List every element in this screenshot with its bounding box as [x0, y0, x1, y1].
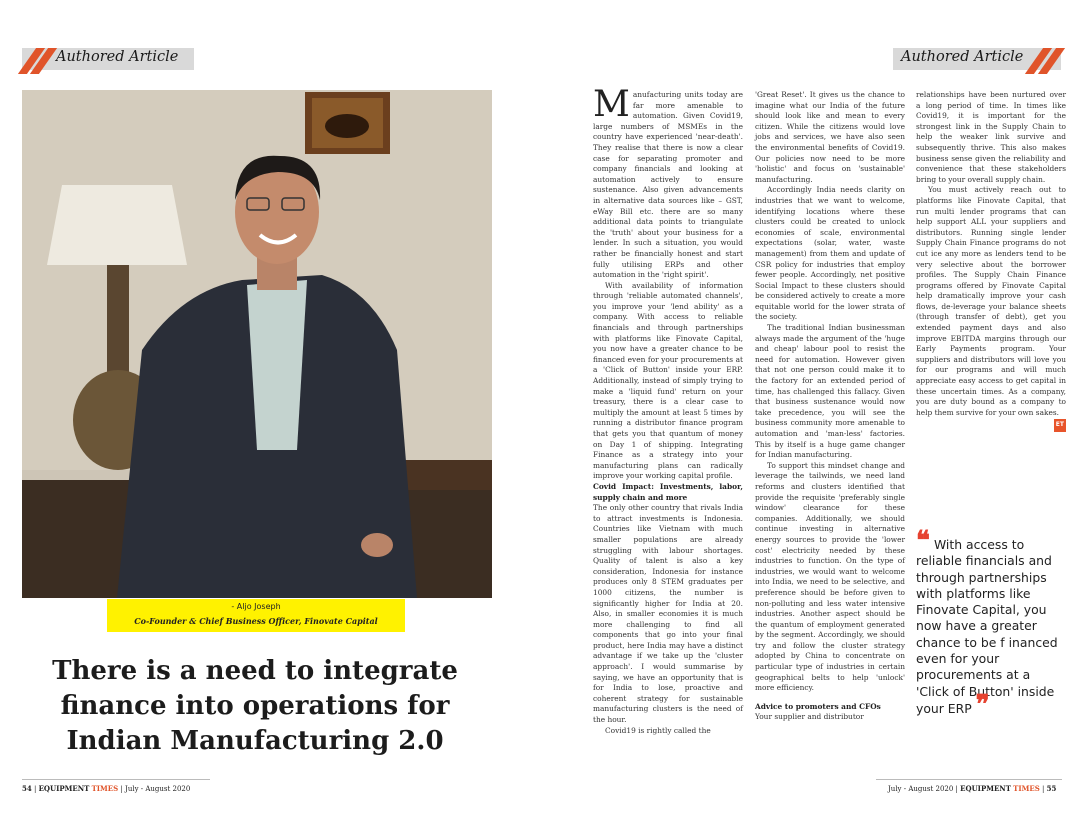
article-column-2: [755, 90, 905, 723]
caption-role: Co-Founder & Chief Business Officer, Finovate Capital: [134, 616, 378, 626]
section-label: Authored Article: [56, 49, 179, 65]
paragraph: 'Great Reset'. It gives us the chance to imagine what our India of the future should look like and mean to every citizen. While the citizens would love jobs and services, we have also seen the environmental benefits of Covid19. Our policies now need to be more 'holistic' and focus on 'sustainable' manufacturing.: [755, 90, 905, 184]
section-label: Authored Article: [901, 49, 1024, 65]
author-photo: [22, 90, 492, 598]
article-column-1: [593, 84, 743, 736]
brand-name-accent: TIMES: [91, 784, 119, 793]
end-mark-badge: ET: [1054, 419, 1066, 432]
section-banner-left: [22, 48, 194, 70]
paragraph: The traditional Indian businessman always made the argument of the 'huge and cheap' labour pool to resist the need for automation. However given that not one person could make it to the factory for an extended period of time, has challenged this fallacy. Given that business sustenance would now take precedence, you will see the business community more amenable to automation and 'man-less' factories. This by itself is a huge game changer for Indian manufacturing.: [755, 323, 905, 460]
photo-caption: [107, 599, 405, 632]
issue-date: July - August 2020: [125, 785, 191, 793]
subheading: Covid Impact: Investments, labor, supply chain and more: [593, 481, 743, 502]
pull-quote: [916, 526, 1066, 720]
footer-rule: [876, 779, 1062, 780]
pull-quote-text: With access to reliable financials and through partnerships with platforms like Finovate Capital, you now have a greater chance to be f inanced even for your procurements at a 'Click of Button' inside your ERP: [916, 537, 1058, 716]
footer-left: 54 | EQUIPMENT TIMES | July - August 2020: [22, 784, 191, 793]
paragraph: The only other country that rivals India to attract investments is Indonesia. Countries like Vietnam with much smaller populations are already struggling with labour shortages. Quality of talent is also a key consideration, Indonesia for instance produces only 8 STEM graduates per 1000 citizens, the number is significantly higher for India at 20. Also, in smaller economies it is much more challenging to find all components that go into your final product, here India may have a distinct advantage if we take up the 'cluster approach'. I would summarise by saying, we have an opportunity that is for India to lose, proactive and coherent strategy for sustainable manufacturing clusters is the need of the hour.: [593, 503, 743, 725]
open-quote-icon: ❝: [916, 526, 930, 556]
paragraph: You must actively reach out to platforms like Finovate Capital, that run multi lender programs that can help support ALL your suppliers and distributors. Running single lender Supply Chain Finance programs do not cut ice any more as lenders tend to be very selective about the borrower profiles. The Supply Chain Finance programs offered by Finovate Capital help dramatically improve your cash flows, de-leverage your balance sheets (through transfer of debt), get you extended payment days and also improve EBITDA margins through our Early Payments program. Your suppliers and distributors will love you for our programs and will much appreciate easy access to get capital in these uncertain times. As a company, you are duty bound as a company to help them survive for your own sakes.: [916, 185, 1066, 417]
caption-name: - Aljo Joseph: [231, 602, 281, 611]
paragraph: Accordingly India needs clarity on industries that we want to welcome, identifying locations where these clusters could be created to unlock economies of scale, environmental expectations (solar, water, waste management) from them and update of CSR policy for industries that employ fewer people. Accordingly, net positive Social Impact to these clusters should be considered actively to create a more equitable world for the lower strata of the society.: [755, 185, 905, 322]
footer-right: July - August 2020 | EQUIPMENT TIMES | 55: [888, 784, 1057, 793]
issue-date: July - August 2020: [888, 785, 954, 793]
close-quote-icon: ❞: [975, 689, 990, 720]
brand-name-accent: TIMES: [1013, 784, 1040, 793]
drop-cap: M: [593, 84, 630, 125]
paragraph: relationships have been nurtured over a long period of time. In times like Covid19, it is important for the strongest link in the Supply Chain to help the weaker link survive and subsequently thrive. This also makes business sense given the reliability and convenience that these stakeholders bring to your overall supply chain.: [916, 90, 1066, 184]
article-headline: There is a need to integrate finance into operations for Indian Manufacturing 2.0: [52, 656, 458, 756]
paragraph: To support this mindset change and leverage the tailwinds, we need land reforms and clusters identified that provide the requisite 'preferably single window' clearance for these companies. Additionally, we should continue investing in alternative energy sources to provide the 'lower cost' electricity needed by these industries to function. On the type of industries, we would want to welcome into India, we need to be selective, and preference should be before given to non-polluting and less water intensive industries. Another aspect should be the quantum of employment generated by the segment. Accordingly, we should try and follow the cluster strategy adopted by China to concentrate on particular type of industries in certain geographical belts to help 'unlock' more efficiency.: [755, 460, 905, 693]
footer-rule: [22, 779, 210, 780]
paragraph: Covid19 is rightly called the: [605, 725, 711, 735]
brand-name: EQUIPMENT: [38, 784, 90, 793]
brand-name: EQUIPMENT: [960, 784, 1011, 793]
section-banner-right: [893, 48, 1061, 70]
subheading: Advice to promoters and CFOs: [755, 701, 881, 711]
paragraph: Your supplier and distributor: [755, 712, 864, 722]
page-number: 54: [22, 784, 32, 793]
paragraph: anufacturing units today are far more amenable to automation. Given Covid19, large numbers of MSMEs in the country have experienced 'near-death'. They realise that there is now a clear case for separating promoter and company financials and looking at automation actively to ensure sustenance. Also given advancements in alternative data sources like – GST, eWay Bill etc. there are so many additional data points to triangulate the 'truth' about your business for a lender. In such a situation, you would rather be financially honest and start fully utilising ERPs and other automation in the 'right spirit'.: [593, 90, 743, 280]
page-number: 55: [1046, 784, 1057, 793]
article-column-3: [916, 90, 1066, 432]
paragraph: With availability of information through 'reliable automated channels', you improve your 'lend ability' as a company. With access to reliable financials and through partnerships with platforms like Finovate Capital, you now have a greater chance to be financed even for your procurements at a 'Click of Button' inside your ERP. Additionally, instead of simply trying to make a 'liquid fund' return on your treasury, there is a clear case to multiply the amount at least 5 times by running a distributor finance program that gets you that quantum of money on Day 1 of shipping. Integrating Finance as a strategy into your manufacturing plans can radically improve your working capital profile.: [593, 280, 743, 481]
author-photo-illustration: [22, 90, 492, 598]
